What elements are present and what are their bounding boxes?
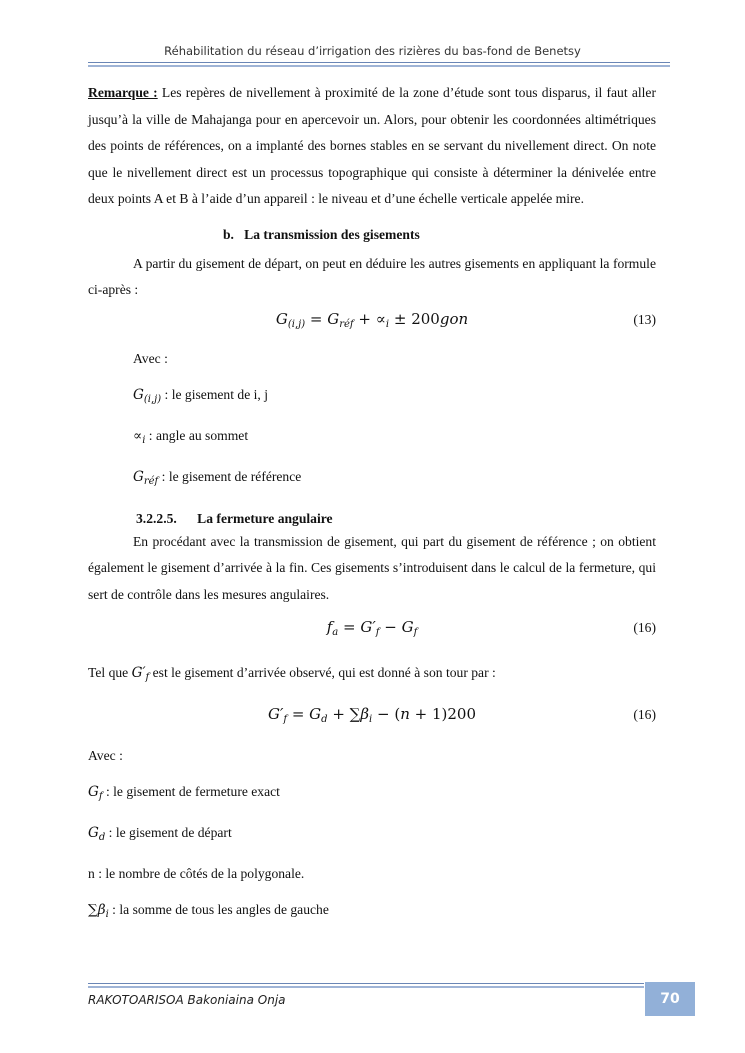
section-b-title: La transmission des gisements bbox=[244, 226, 420, 242]
footer-rule-double bbox=[88, 986, 644, 988]
def-gref: $G_{réf}$ : le gisement de référence bbox=[133, 468, 302, 487]
def-gd: $G_d$ : le gisement de départ bbox=[88, 825, 232, 843]
remark-paragraph bbox=[88, 80, 656, 213]
remark-text: Les repères de nivellement à proximité de la zone d’étude sont tous disparus, il faut aller jusqu’à la ville de Mahajanga pour en apercevoir un. Alors, pour obtenir les coordonnées altimétriques des points de références, on a implanté des bornes stables en se servant du nivellement direct. On note que le nivellement direct est un processus topographique qui consiste à déterminer la dénivelée entre deux points A et B à l’aide d’un appareil : le niveau et d’une échelle verticale appelée mire. bbox=[88, 85, 656, 206]
section-b-number: b. bbox=[223, 226, 234, 242]
page-content bbox=[88, 80, 656, 924]
equation-16a-number: (16) bbox=[633, 620, 656, 635]
def-gf: $G_f$ : le gisement de fermeture exact bbox=[88, 784, 280, 802]
section-3225-number: 3.2.2.5. bbox=[136, 510, 177, 526]
section-b-heading bbox=[88, 227, 656, 243]
def-alpha: $\propto_i$ : angle au sommet bbox=[133, 427, 249, 446]
equation-13 bbox=[88, 310, 656, 340]
equation-16a bbox=[88, 618, 656, 648]
equation-13-number: (13) bbox=[633, 311, 656, 327]
equation-16b-number: (16) bbox=[633, 707, 656, 722]
footer-author: RAKOTOARISOA Bakoniaina Onja bbox=[88, 993, 286, 1007]
section-b-intro: A partir du gisement de départ, on peut en déduire les autres gisements en appliquant la formule ci-après : bbox=[88, 255, 656, 297]
tel-que-line: Tel que $G'_f$ est le gisement d’arrivée observé, qui est donné à son tour par : bbox=[88, 665, 496, 683]
def-sum-beta: $\sum\beta_i$ : la somme de tous les angles de gauche bbox=[88, 902, 329, 920]
page-number: 70 bbox=[645, 982, 695, 1016]
section-3225-avec: Avec : bbox=[88, 748, 123, 763]
section-b-avec: Avec : bbox=[133, 350, 168, 366]
footer-rule bbox=[88, 983, 644, 984]
running-header: Réhabilitation du réseau d’irrigation des rizières du bas-fond de Benetsy bbox=[164, 44, 581, 58]
def-gij: $G_{(i,j)}$ : le gisement de i, j bbox=[133, 386, 268, 405]
section-3225-intro: En procédant avec la transmission de gisement, qui part du gisement de référence ; on obtient également le gisement d’arrivée à la fin. Ces gisements s’introduisent dans le calcul de la fermeture, qui sert de contrôle dans les mesures angulaires. bbox=[88, 533, 656, 602]
section-3225-title: La fermeture angulaire bbox=[197, 510, 333, 526]
equation-16b-formula: $G'_f = G_d + \sum\beta_i - (n + 1)200$ bbox=[267, 705, 477, 725]
header-rule-double bbox=[88, 65, 670, 67]
remark-label: Remarque : bbox=[88, 85, 158, 100]
def-n: n : le nombre de côtés de la polygonale. bbox=[88, 866, 305, 881]
equation-16a-formula: $f_a = G'_f - G_f$ bbox=[326, 618, 418, 638]
equation-16b bbox=[88, 705, 656, 735]
header-rule bbox=[88, 62, 670, 63]
equation-13-formula: $G_{(i,j)} = G_{réf} + \propto_i \pm 200gon$ bbox=[275, 309, 469, 330]
section-3225-heading bbox=[88, 511, 656, 527]
